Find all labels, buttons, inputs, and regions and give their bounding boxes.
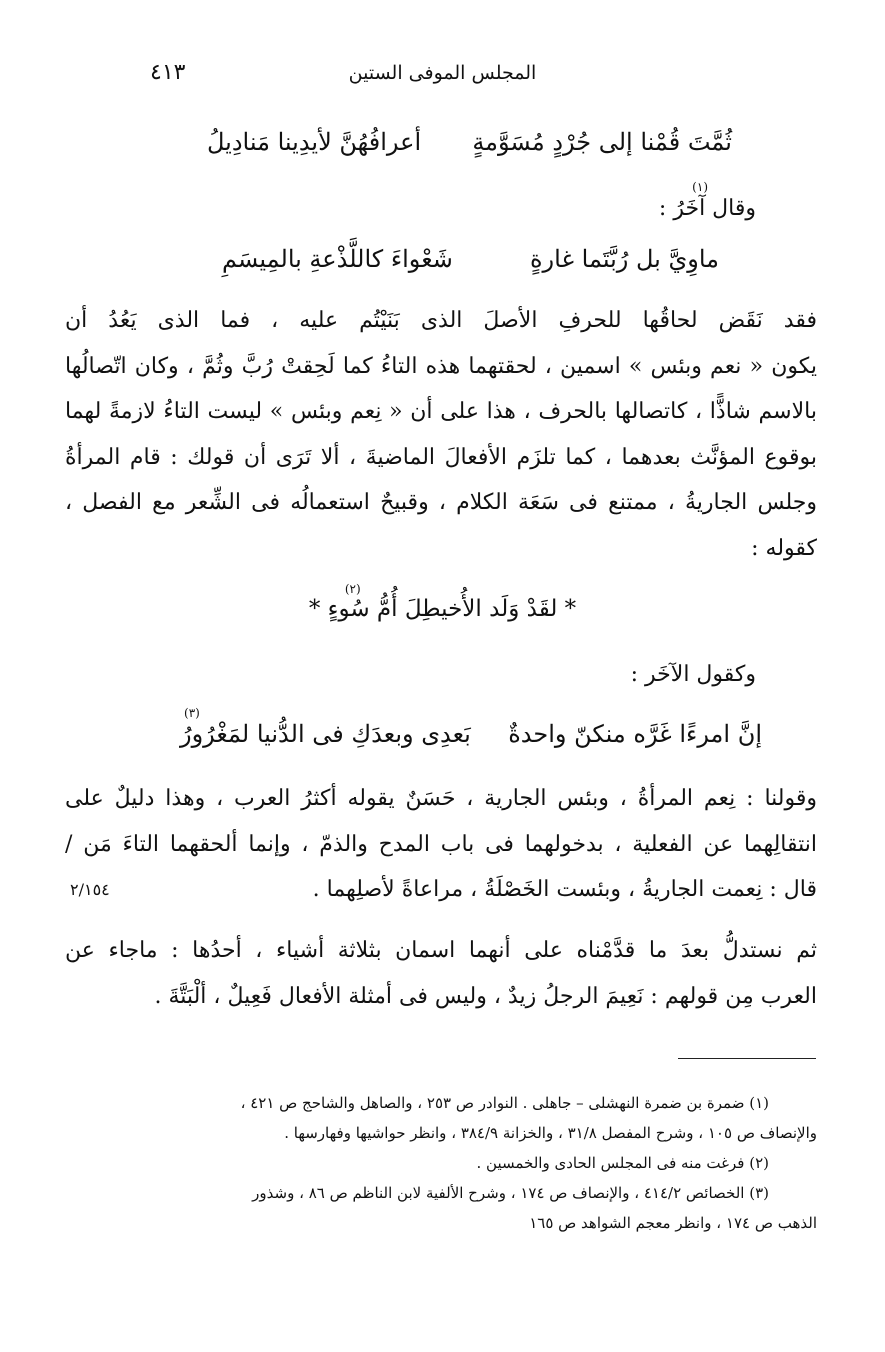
- intro-verse2: [658, 180, 756, 221]
- paragraph-line: بالاسم شاذًّا ، كاتصالها بالحرف ، هذا على أن « نِعم وبئس » ليست التاءُ لازمةً لهما: [65, 399, 817, 424]
- intro-verse4: وكقول الآخَر :: [630, 662, 756, 687]
- footnote-line: (١) ضمرة بن ضمرة النهشلى – جاهلى . النوادر ص ٢٥٣ ، والصاهل والشاحج ص ٤٢١ ،: [240, 1094, 769, 1112]
- paragraph-line: وجلس الجاريةُ ، ممتنع فى سَعَة الكلام ، وقبيحٌ استعمالُه فى الشِّعر مع الفصل ،: [65, 490, 817, 515]
- verse1-left-hemistich: أعرافُهُنَّ لأيدِينا مَنادِيلُ: [207, 128, 422, 156]
- verse4-left-hemistich: [180, 706, 471, 748]
- paragraph-line: كقوله :: [751, 535, 817, 561]
- paragraph-2: [65, 776, 817, 913]
- running-header: المجلس الموفى الستين: [348, 62, 537, 84]
- verse4-left-text: بَعدِى وبعدَكِ فى الدُّنيا لمَغْرُورُ: [180, 720, 471, 748]
- footnote-line: (٢) فرغت منه فى المجلس الحادى والخمسين .: [476, 1154, 769, 1172]
- paragraph-line: انتقالِهما عن الفعلية ، بدخولهما فى باب المدح والذمّ ، وإنما ألحقهما التاءَ مَن /: [65, 831, 817, 857]
- verse3-text: * لقَدْ وَلَد الأُخيطِلَ أُمُّ سُوءٍ *: [308, 596, 577, 622]
- footnote-line: الذهب ص ١٧٤ ، وانظر معجم الشواهد ص ١٦٥: [529, 1214, 817, 1232]
- margin-reference: ٢/١٥٤: [70, 880, 110, 899]
- verse3: [0, 582, 885, 622]
- footnote-ref-3: (٣): [184, 706, 200, 720]
- paragraph-line: العرب مِن قولهم : نَعِيمَ الرجلُ زيدٌ ، وليس فى أمثلة الأفعال فَعِيلٌ ، ألْبَتَّةَ .: [154, 983, 817, 1009]
- verse2-right-hemistich: ماوِيَّ بل رُبَّتَما غارةٍ: [529, 245, 719, 273]
- paragraph-line: بوقوع المؤنَّث بعدهما ، كما تلزَم الأفعالَ الماضيةَ ، ألا تَرَى أن قولك : قام المرأةُ: [65, 444, 817, 470]
- intro-verse2-text: وقال آخَرُ :: [658, 196, 756, 221]
- verse1-right-hemistich: ثُمَّتَ قُمْنا إلى جُرْدٍ مُسَوَّمةٍ: [472, 128, 732, 156]
- footnote-line: (٣) الخصائص ٤١٤/٢ ، والإنصاف ص ١٧٤ ، وشرح الألفية لابن الناظم ص ٨٦ ، وشذور: [252, 1184, 769, 1202]
- paragraph-3: [65, 928, 817, 1019]
- paragraph-1: [65, 298, 817, 571]
- paragraph-line: يكون « نعم وبئس » اسمين ، لحقتهما هذه التاءُ كما لَحِقتْ رُبَّ وثُمَّ ، وكان اتّصالُها: [65, 353, 817, 379]
- verse3-wrap: [308, 582, 577, 622]
- verse2-left-hemistich: شَعْواءَ كاللَّذْعةِ بالمِيسَمِ: [222, 245, 453, 273]
- footnote-line: والإنصاف ص ١٠٥ ، وشرح المفصل ٣١/٨ ، والخزانة ٣٨٤/٩ ، وانظر حواشيها وفهارسها .: [284, 1124, 817, 1142]
- paragraph-line: فقد نَقَض لحاقُها للحرفِ الأصلَ الذى بَنَيْتُم عليه ، فما الذى يَعُدُ أن: [65, 308, 817, 333]
- paragraph-line: قال : نِعمت الجاريةُ ، وبئست الخَصْلَةُ ، مراعاةً لأصلِهما .: [312, 877, 817, 902]
- paragraph-line: وقولنا : نِعم المرأةُ ، وبئس الجارية ، حَسَنٌ يقوله أكثرُ العرب ، وهذا دليلٌ على: [65, 786, 817, 811]
- footnote-ref-1: (١): [692, 180, 708, 194]
- footnote-ref-2: (٢): [344, 582, 361, 596]
- paragraph-line: ثم نستدلُّ بعدَ ما قدَّمْناه على أنهما اسمان بثلاثة أشياء ، أحدُها : ماجاء عن: [65, 938, 817, 963]
- page-number: ٤١٣: [150, 60, 186, 85]
- footnotes: [65, 1088, 817, 1238]
- verse4-right-hemistich: إنَّ امرءًا غَرَّه منكنّ واحدةٌ: [508, 720, 762, 748]
- footnote-separator: [678, 1058, 816, 1059]
